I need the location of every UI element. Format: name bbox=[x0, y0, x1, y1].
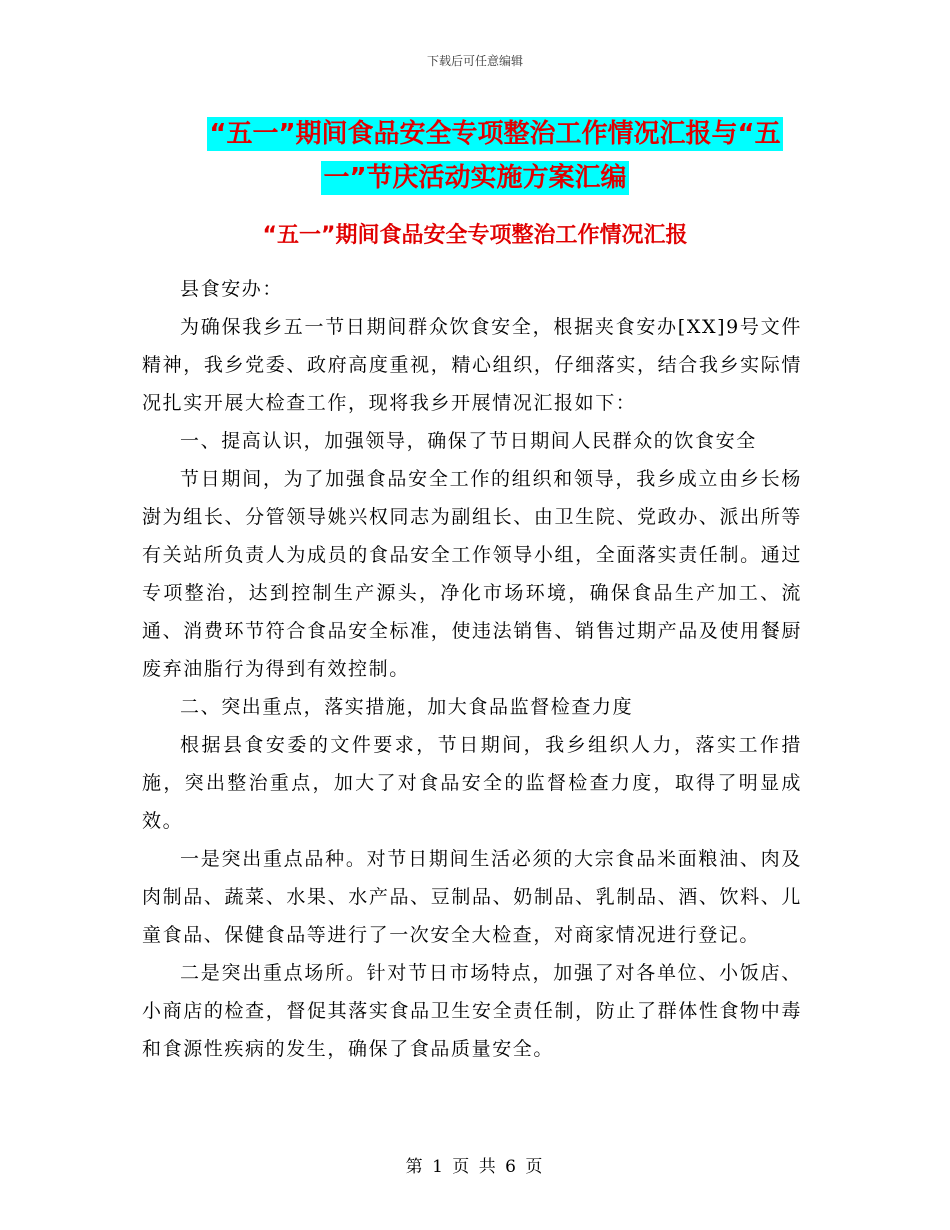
header-note: 下载后可任意编辑 bbox=[426, 54, 523, 68]
paragraph: 一是突出重点品种。对节日期间生活必须的大宗食品米面粮油、肉及肉制品、蔬菜、水果、水产品、豆制品、奶制品、乳制品、酒、饮料、儿童食品、保健食品等进行了一次安全大检查，对商家情况进行登记。 bbox=[142, 848, 802, 946]
section-title: “五一”期间食品安全专项整治工作情况汇报 bbox=[262, 223, 688, 248]
section-heading: 二、突出重点，落实措施，加大食品监督检查力度 bbox=[180, 696, 634, 718]
paragraph: 节日期间，为了加强食品安全工作的组织和领导，我乡成立由乡长杨澍为组长、分管领导姚兴权同志为副组长、由卫生院、党政办、派出所等有关站所负责人为成员的食品安全工作领导小组，全面落实责任制。通过专项整治，达到控制生产源头，净化市场环境，确保食品生产加工、流通、消费环节符合食品安全标准，使违法销售、销售过期产品及使用餐厨废弃油脂行为得到有效控制。 bbox=[142, 468, 802, 680]
paragraph: 二是突出重点场所。针对节日市场特点，加强了对各单位、小饭店、小商店的检查，督促其落实食品卫生安全责任制，防止了群体性食物中毒和食源性疾病的发生，确保了食品质量安全。 bbox=[142, 962, 802, 1060]
page-footer: 第 1 页 共 6 页 bbox=[405, 1157, 545, 1177]
section-heading: 一、提高认识，加强领导，确保了节日期间人民群众的饮食安全 bbox=[180, 430, 757, 452]
paragraph: 根据县食安委的文件要求，节日期间，我乡组织人力，落实工作措施，突出整治重点，加大了对食品安全的监督检查力度，取得了明显成效。 bbox=[142, 734, 802, 832]
paragraph: 为确保我乡五一节日期间群众饮食安全，根据夹食安办[XX]9号文件精神，我乡党委、政府高度重视，精心组织，仔细落实，结合我乡实际情况扎实开展大检查工作，现将我乡开展情况汇报如下： bbox=[142, 316, 802, 414]
title-line-1: “五一”期间食品安全专项整治工作情况汇报与“五 bbox=[209, 119, 781, 149]
document-title bbox=[0, 112, 950, 200]
paragraph-salutation: 县食安办： bbox=[180, 278, 284, 300]
title-line-2: 一”节庆活动实施方案汇编 bbox=[323, 163, 627, 193]
document-body bbox=[142, 270, 802, 1068]
